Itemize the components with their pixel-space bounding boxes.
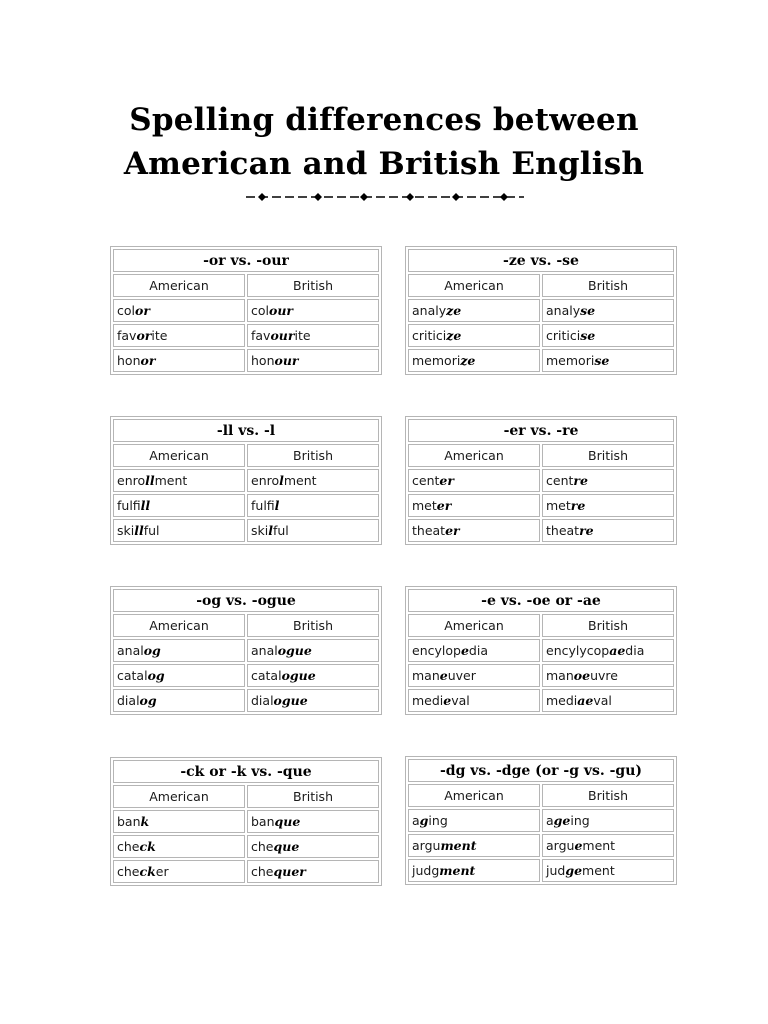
highlighted-letters: ge <box>565 863 583 878</box>
word-part: anal <box>251 643 278 658</box>
page-title <box>0 98 768 186</box>
table-header: -or vs. -our <box>113 249 379 272</box>
highlighted-letters: er <box>439 473 454 488</box>
table-header: -ck or -k vs. -que <box>113 760 379 783</box>
british-spelling <box>542 519 674 542</box>
british-spelling <box>542 664 674 687</box>
highlighted-letters: og <box>143 643 161 658</box>
spelling-table <box>405 586 677 715</box>
british-spelling <box>542 689 674 712</box>
column-header-american: American <box>113 444 245 467</box>
table-row <box>113 835 379 858</box>
american-spelling <box>113 639 245 662</box>
highlighted-letters: ze <box>446 303 462 318</box>
word-part: ite <box>294 328 311 343</box>
british-spelling <box>247 469 379 492</box>
american-spelling <box>408 664 540 687</box>
highlighted-letters: que <box>273 839 300 854</box>
highlighted-letters: ment <box>439 863 476 878</box>
word-part: encylycop <box>546 643 610 658</box>
word-part: ment <box>582 863 615 878</box>
word-part: val <box>593 693 612 708</box>
word-part: argu <box>412 838 441 853</box>
word-part: analy <box>412 303 447 318</box>
highlighted-letters: ae <box>577 693 594 708</box>
highlighted-letters: or <box>136 328 152 343</box>
highlighted-letters: ll <box>134 523 144 538</box>
american-spelling <box>408 859 540 882</box>
american-spelling <box>113 324 245 347</box>
highlighted-letters: ck <box>139 839 156 854</box>
table-row <box>113 810 379 833</box>
table-row <box>113 324 379 347</box>
word-part: fav <box>117 328 137 343</box>
word-part: uver <box>447 668 476 683</box>
table-row <box>408 519 674 542</box>
table-row <box>408 689 674 712</box>
british-spelling <box>542 639 674 662</box>
american-spelling <box>113 689 245 712</box>
word-part: che <box>251 839 274 854</box>
british-spelling <box>247 689 379 712</box>
spelling-table <box>405 416 677 545</box>
word-part: memori <box>546 353 595 368</box>
word-part: ite <box>151 328 168 343</box>
highlighted-letters: er <box>445 523 460 538</box>
word-part: er <box>155 864 169 879</box>
highlighted-letters: ze <box>446 328 462 343</box>
word-part: met <box>546 498 571 513</box>
highlighted-letters: ment <box>440 838 477 853</box>
british-spelling <box>247 299 379 322</box>
british-spelling <box>247 664 379 687</box>
american-spelling <box>113 664 245 687</box>
american-spelling <box>408 519 540 542</box>
american-spelling <box>408 299 540 322</box>
british-spelling <box>247 835 379 858</box>
american-spelling <box>113 494 245 517</box>
table-row <box>408 834 674 857</box>
highlighted-letters: ogue <box>273 693 308 708</box>
word-part: ful <box>272 523 289 538</box>
column-header-american: American <box>408 784 540 807</box>
column-header-british: British <box>247 444 379 467</box>
word-part: uvre <box>590 668 618 683</box>
table-header: -ze vs. -se <box>408 249 674 272</box>
highlighted-letters: se <box>594 353 610 368</box>
british-spelling <box>247 519 379 542</box>
column-header-british: British <box>542 274 674 297</box>
word-part: fulfi <box>251 498 275 513</box>
column-header-british: British <box>247 274 379 297</box>
british-spelling <box>247 810 379 833</box>
table-header: -dg vs. -dge (or -g vs. -gu) <box>408 759 674 782</box>
highlighted-letters: que <box>274 814 301 829</box>
word-part: ski <box>117 523 135 538</box>
word-part: cent <box>546 473 574 488</box>
column-header-british: British <box>542 444 674 467</box>
table-row <box>408 859 674 882</box>
word-part: medi <box>546 693 578 708</box>
british-spelling <box>542 299 674 322</box>
word-part: ing <box>570 813 590 828</box>
british-spelling <box>542 469 674 492</box>
table-row <box>113 299 379 322</box>
word-part: hon <box>117 353 141 368</box>
ornamental-divider-icon <box>244 190 526 204</box>
highlighted-letters: e <box>460 643 469 658</box>
word-part: analy <box>546 303 581 318</box>
word-part: fulfi <box>117 498 141 513</box>
title-line-1: Spelling differences between <box>129 102 639 138</box>
highlighted-letters: ll <box>145 473 155 488</box>
american-spelling <box>408 349 540 372</box>
american-spelling <box>408 469 540 492</box>
american-spelling <box>113 349 245 372</box>
column-header-british: British <box>247 785 379 808</box>
spelling-table <box>110 246 382 375</box>
table-row <box>113 349 379 372</box>
column-header-american: American <box>408 444 540 467</box>
highlighted-letters: k <box>140 814 150 829</box>
column-header-british: British <box>542 784 674 807</box>
word-part: catal <box>117 668 148 683</box>
column-header-british: British <box>542 614 674 637</box>
word-part: argu <box>546 838 575 853</box>
table-header: -ll vs. -l <box>113 419 379 442</box>
highlighted-letters: l <box>268 523 273 538</box>
word-part: catal <box>251 668 282 683</box>
word-part: enro <box>251 473 280 488</box>
table-header: -e vs. -oe or -ae <box>408 589 674 612</box>
table-row <box>113 664 379 687</box>
highlighted-letters: ae <box>609 643 626 658</box>
spelling-table <box>405 756 677 885</box>
word-part: man <box>546 668 574 683</box>
highlighted-letters: our <box>270 328 295 343</box>
table-row <box>408 809 674 832</box>
column-header-american: American <box>408 274 540 297</box>
word-part: enro <box>117 473 146 488</box>
highlighted-letters: ll <box>140 498 151 513</box>
british-spelling <box>247 639 379 662</box>
word-part: che <box>251 864 274 879</box>
highlighted-letters: l <box>274 498 280 513</box>
word-part: critici <box>412 328 447 343</box>
american-spelling <box>408 809 540 832</box>
word-part: ment <box>582 838 616 853</box>
british-spelling <box>247 860 379 883</box>
american-spelling <box>408 834 540 857</box>
word-part: theat <box>546 523 580 538</box>
table-row <box>408 469 674 492</box>
table-row <box>113 860 379 883</box>
highlighted-letters: or <box>135 303 150 318</box>
highlighted-letters: ogue <box>277 643 312 658</box>
title-line-2: American and British English <box>123 146 645 182</box>
highlighted-letters: er <box>436 498 452 513</box>
british-spelling <box>542 349 674 372</box>
word-part: ban <box>251 814 275 829</box>
word-part: a <box>412 813 420 828</box>
highlighted-letters: re <box>573 473 588 488</box>
word-part: met <box>412 498 437 513</box>
table-row <box>408 639 674 662</box>
table-row <box>408 664 674 687</box>
spelling-table <box>110 757 382 886</box>
highlighted-letters: e <box>574 838 583 853</box>
table-row <box>408 349 674 372</box>
word-part: ing <box>428 813 448 828</box>
word-part: theat <box>412 523 446 538</box>
american-spelling <box>408 689 540 712</box>
highlighted-letters: se <box>580 328 596 343</box>
table-row <box>408 324 674 347</box>
column-header-american: American <box>113 614 245 637</box>
british-spelling <box>542 834 674 857</box>
american-spelling <box>113 519 245 542</box>
american-spelling <box>408 494 540 517</box>
american-spelling <box>113 835 245 858</box>
word-part: anal <box>117 643 144 658</box>
table-row <box>113 494 379 517</box>
column-header-british: British <box>247 614 379 637</box>
word-part: ban <box>117 814 141 829</box>
british-spelling <box>247 494 379 517</box>
british-spelling <box>247 324 379 347</box>
highlighted-letters: quer <box>273 864 306 879</box>
highlighted-letters: our <box>274 353 299 368</box>
word-part: medi <box>412 693 444 708</box>
word-part: col <box>117 303 135 318</box>
word-part: col <box>251 303 269 318</box>
table-header: -er vs. -re <box>408 419 674 442</box>
highlighted-letters: e <box>443 693 452 708</box>
word-part: fav <box>251 328 271 343</box>
spelling-table <box>110 416 382 545</box>
highlighted-letters: ck <box>139 864 156 879</box>
american-spelling <box>113 810 245 833</box>
american-spelling <box>113 469 245 492</box>
highlighted-letters: our <box>269 303 294 318</box>
table-row <box>113 639 379 662</box>
british-spelling <box>247 349 379 372</box>
word-part: a <box>546 813 554 828</box>
british-spelling <box>542 859 674 882</box>
highlighted-letters: l <box>279 473 284 488</box>
word-part: hon <box>251 353 275 368</box>
british-spelling <box>542 494 674 517</box>
highlighted-letters: se <box>580 303 596 318</box>
table-row <box>408 494 674 517</box>
word-part: val <box>451 693 470 708</box>
highlighted-letters: oe <box>573 668 591 683</box>
word-part: memori <box>412 353 461 368</box>
american-spelling <box>408 324 540 347</box>
word-part: ment <box>154 473 188 488</box>
highlighted-letters: og <box>139 693 157 708</box>
word-part: dial <box>117 693 140 708</box>
word-part: encylop <box>412 643 461 658</box>
highlighted-letters: ge <box>553 813 571 828</box>
american-spelling <box>408 639 540 662</box>
american-spelling <box>113 860 245 883</box>
table-row <box>113 469 379 492</box>
word-part: che <box>117 864 140 879</box>
column-header-american: American <box>113 785 245 808</box>
spelling-table <box>110 586 382 715</box>
table-header: -og vs. -ogue <box>113 589 379 612</box>
table-row <box>113 689 379 712</box>
word-part: critici <box>546 328 581 343</box>
british-spelling <box>542 809 674 832</box>
word-part: judg <box>412 863 440 878</box>
column-header-american: American <box>408 614 540 637</box>
column-header-american: American <box>113 274 245 297</box>
highlighted-letters: ze <box>460 353 476 368</box>
highlighted-letters: ogue <box>281 668 316 683</box>
highlighted-letters: e <box>439 668 448 683</box>
word-part: dial <box>251 693 274 708</box>
word-part: ski <box>251 523 269 538</box>
table-row <box>113 519 379 542</box>
word-part: che <box>117 839 140 854</box>
word-part: jud <box>546 863 566 878</box>
highlighted-letters: og <box>147 668 165 683</box>
british-spelling <box>542 324 674 347</box>
word-part: dia <box>625 643 645 658</box>
highlighted-letters: or <box>140 353 156 368</box>
table-row <box>408 299 674 322</box>
highlighted-letters: g <box>419 813 429 828</box>
word-part: cent <box>412 473 440 488</box>
word-part: ment <box>283 473 317 488</box>
word-part: dia <box>468 643 488 658</box>
spelling-table <box>405 246 677 375</box>
highlighted-letters: re <box>579 523 594 538</box>
highlighted-letters: re <box>570 498 586 513</box>
american-spelling <box>113 299 245 322</box>
word-part: man <box>412 668 440 683</box>
word-part: ful <box>143 523 160 538</box>
